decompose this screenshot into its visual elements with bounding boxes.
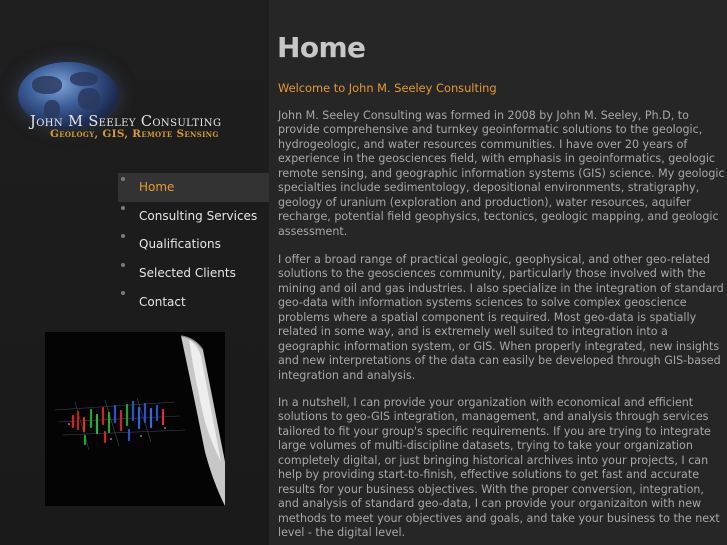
- nav-label: Qualifications: [139, 237, 221, 252]
- nav-label: Home: [139, 180, 175, 195]
- nav-item-consulting-services[interactable]: [118, 202, 269, 231]
- nav-item-home[interactable]: [118, 173, 269, 202]
- geodata-3d-plot-graphic: [45, 332, 225, 506]
- nav-label: Contact: [139, 294, 186, 309]
- bullet-icon: [121, 177, 125, 181]
- nav-item-selected-clients[interactable]: [118, 259, 269, 288]
- main-content: [269, 0, 727, 545]
- main-nav: [118, 173, 269, 316]
- welcome-heading: Welcome to John M. Seeley Consulting: [278, 81, 497, 95]
- logo-subtitle: Geology, GIS, Remote Sensing: [50, 128, 219, 140]
- sidebar: [0, 0, 269, 545]
- nav-item-qualifications[interactable]: [118, 230, 269, 259]
- nav-item-contact[interactable]: [118, 287, 269, 316]
- bullet-icon: [121, 206, 125, 210]
- intro-paragraph: John M. Seeley Consulting was formed in 2008 by John M. Seeley, Ph.D, to provide comprehensive and turnkey geoinformatic solutions to the geologic, hydrogeologic, and water resources communities. I have over 20 years of experience in the geosciences field, with emphasis in geoinformatics, geologic remote sensing, and geographic information systems (GIS) science. My geologic specialties include sedimentology, depositional environments, stratigraphy, geology of uranium (exploration and production), water resources, aquifer recharge, potential field geophysics, tectonics, geologic mapping, and geologic assessment.: [278, 109, 725, 238]
- geodata-visualization-image: [45, 332, 225, 506]
- nav-label: Selected Clients: [139, 266, 236, 281]
- nutshell-paragraph: In a nutshell, I can provide your organization with economical and efficient solutions to geo-GIS integration, management, and analysis through services tailored to fit your group's specific requirements. If you are trying to integrate large volumes of multi-discipline datasets, trying to take your organization completely digital, or just bringing historical archives into your projects, I can help by providing start-to-finish, effective solutions to get fast and accurate results for your business objectives. With the proper conversion, integration, and analysis of standard geo-data, I can provide your organizaiton with new methods to meet your objectives and goals, and take your business to the next level - the digital level.: [278, 396, 720, 540]
- bullet-icon: [121, 234, 125, 238]
- bullet-icon: [121, 263, 125, 267]
- services-paragraph: I offer a broad range of practical geologic, geophysical, and other geo-related solutions to the geosciences community, particularly those involved with the mining and oil and gas industries. I also specialize in the integration of standard geo-data with information systems sciences to solve complex geoscience problems where a spatial component is required. Most geo-data is spatially related in some way, and is extremely well suited to integration into a geographic information system, or GIS. When properly integrated, new insights and new interpretations of the data can easily be developed through GIS-based integration and analysis.: [278, 253, 724, 382]
- bullet-icon: [121, 291, 125, 295]
- nav-label: Consulting Services: [139, 208, 258, 223]
- page-title: Home: [277, 31, 366, 64]
- logo-title[interactable]: John M Seeley Consulting: [30, 114, 222, 130]
